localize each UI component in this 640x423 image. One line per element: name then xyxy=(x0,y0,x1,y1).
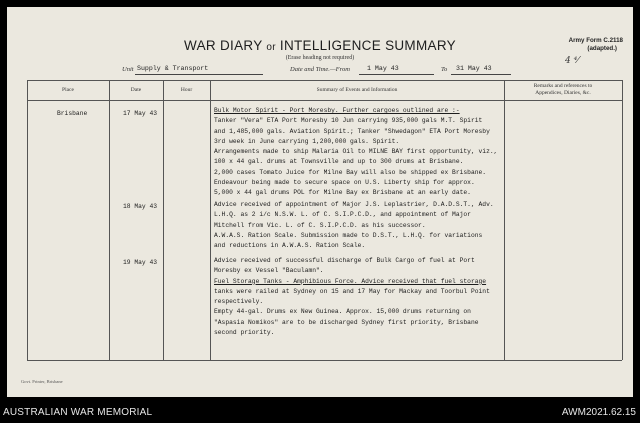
from-underline xyxy=(359,74,434,75)
summary-line: Advice received of appointment of Major J.S. Leplastrier, D.A.D.S.T., Adv. xyxy=(214,201,494,208)
table-left-border xyxy=(27,80,28,360)
summary-line: "Aspasia Nomikos" are to be discharged Sydney first priority, Brisbane xyxy=(214,318,479,326)
entry-date: 19 May 43 xyxy=(123,259,158,266)
title-or: or xyxy=(266,42,276,53)
table-header-rule xyxy=(27,100,622,101)
summary-line: Endeavour being made to secure space on U.S. Liberty ship for approx. xyxy=(214,179,475,187)
unit-underline xyxy=(135,74,263,75)
summary-line: Tanker "Vera" ETA Port Moresby 10 Jun carrying 935,000 gals M.T. Spirit xyxy=(214,117,483,125)
to-underline xyxy=(451,74,511,75)
summary-line: 2,000 cases Tomato Juice for Milne Bay will also be shipped ex Brisbane. xyxy=(214,168,487,176)
summary-line: A.W.A.S. Ration Scale. Submission made to D.S.T., L.H.Q. for variations xyxy=(214,231,483,239)
summary-line: Advice received of successful discharge of Bulk Cargo of fuel at Port xyxy=(214,257,475,264)
entry-place: Brisbane xyxy=(57,110,88,117)
title-war-diary: WAR DIARY xyxy=(184,38,263,53)
entry-date: 17 May 43 xyxy=(123,110,158,117)
summary-line: Bulk Motor Spirit - Port Moresby. Further cargoes outlined are :- xyxy=(214,107,460,114)
archive-credit: AUSTRALIAN WAR MEMORIAL xyxy=(3,407,153,418)
printer-imprint: Govt. Printer, Brisbane xyxy=(21,379,63,384)
unit-value: Supply & Transport xyxy=(137,65,209,72)
summary-line: 3rd week in June carrying 1,200,000 gals. Spirit. xyxy=(214,137,400,145)
col-divider-date xyxy=(163,80,164,360)
col-header-place: Place xyxy=(62,87,74,93)
army-form-number: Army Form C.2118 xyxy=(568,37,623,44)
diary-sheet xyxy=(7,7,633,397)
handwritten-note: 4 ⁴⁄ xyxy=(565,56,579,66)
remarks-header-line2: Appendices, Diaries, &c. xyxy=(535,90,591,96)
army-form-label xyxy=(569,37,623,53)
col-header-remarks xyxy=(504,83,622,97)
summary-line: and 1,485,000 gals. Aviation Spirit.; Tanker "Shwedagon" ETA Port Moresby xyxy=(214,127,490,135)
summary-line: Arrangements made to ship Malaria Oil to MILNE BAY first opportunity, viz., xyxy=(214,148,498,156)
summary-line: Mitchell from Vic. L. of C. S.I.P.C.D. as his successor. xyxy=(214,221,426,229)
col-divider-hour xyxy=(210,80,211,360)
entry-date: 18 May 43 xyxy=(123,203,158,210)
summary-line: Fuel Storage Tanks - Amphibious Force. Advice received that fuel storage xyxy=(214,277,487,285)
summary-line: 5,000 x 44 gal drums POL for Milne Bay ex Brisbane at an early date. xyxy=(214,189,471,197)
from-date: 1 May 43 xyxy=(367,65,399,72)
col-header-hour: Hour xyxy=(180,87,193,93)
col-header-date: Date xyxy=(130,87,142,93)
to-date: 31 May 43 xyxy=(456,65,492,72)
col-divider-place xyxy=(109,80,110,360)
adapted-label: (adapted.) xyxy=(587,45,617,52)
entry-summary xyxy=(214,106,497,199)
summary-line: and reductions in A.W.A.S. Ration Scale. xyxy=(214,242,366,250)
date-time-label: Date and Time.—From xyxy=(290,66,350,73)
entry-summary xyxy=(214,256,490,338)
to-label: To xyxy=(441,66,448,73)
title-intelligence-summary: INTELLIGENCE SUMMARY xyxy=(279,38,456,53)
summary-line: second priority. xyxy=(214,329,275,337)
table-bottom-rule xyxy=(27,360,622,361)
table-top-rule xyxy=(27,80,622,81)
page-title xyxy=(7,38,633,53)
summary-line: tanks were railed at Sydney on 15 and 17 May for Mackay and Toorbul Point xyxy=(214,287,490,295)
remarks-header-line1: Remarks and references to xyxy=(533,83,593,89)
unit-label: Unit xyxy=(122,66,134,73)
col-header-summary: Summary of Events and Information xyxy=(316,87,398,93)
summary-line: respectively. xyxy=(214,298,264,306)
summary-line: L.H.Q. as 2 i/c N.S.W. L. of C. S.I.P.C.D., and appointment of Major xyxy=(214,211,471,219)
subtitle: (Erase heading not required) xyxy=(285,55,355,61)
summary-line: 100 x 44 gal. drums at Townsville and up to 300 drums at Brisbane. xyxy=(214,158,464,166)
table-right-border xyxy=(622,80,623,360)
summary-line: Moresby ex Vessel "Baculamn". xyxy=(214,267,324,275)
archive-reference: AWM2021.62.15 xyxy=(561,407,636,418)
col-divider-summary xyxy=(504,80,505,360)
entry-summary xyxy=(214,200,494,251)
summary-line: Empty 44-gal. Drums ex New Guinea. Approx. 15,000 drums returning on xyxy=(214,308,471,316)
